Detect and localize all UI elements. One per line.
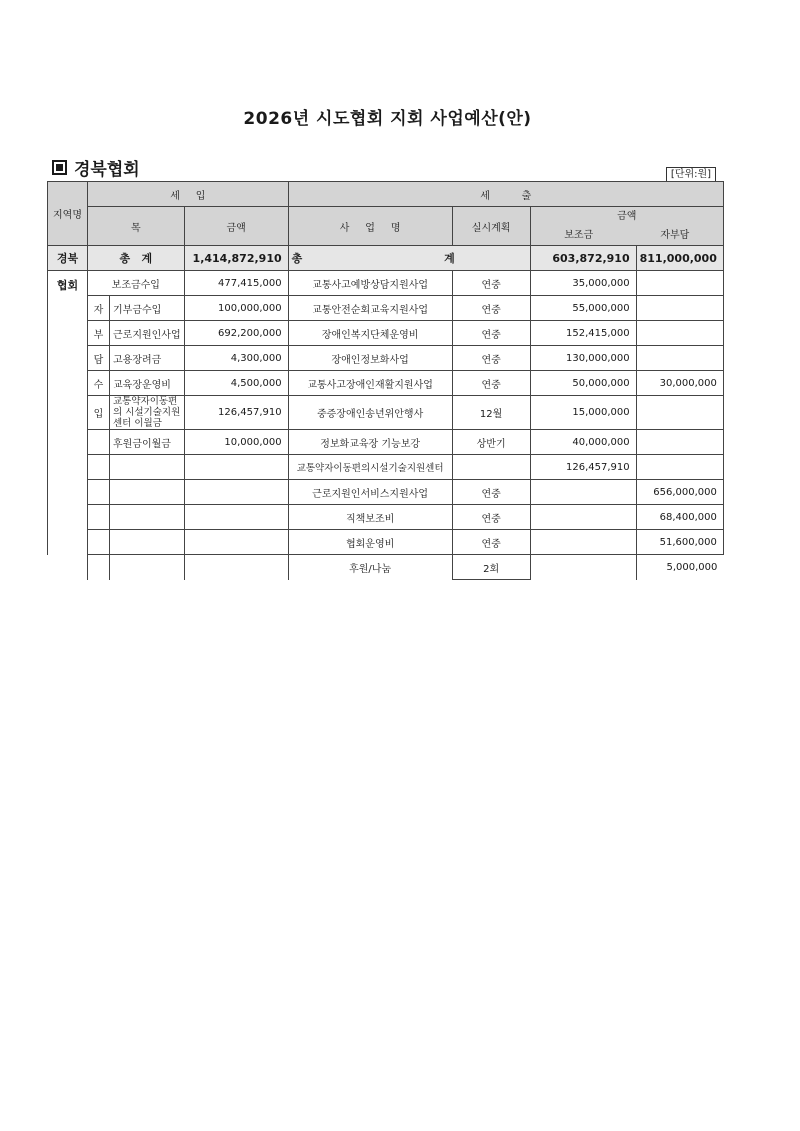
project-name: 교통사고예방상담지원사업 <box>288 271 452 296</box>
income-amount: 4,300,000 <box>184 346 288 371</box>
self-pay: 30,000,000 <box>636 371 723 396</box>
subsidy: 55,000,000 <box>530 296 636 321</box>
self-income-spacer <box>88 505 110 530</box>
project-name: 장애인정보화사업 <box>288 346 452 371</box>
project-name: 직책보조비 <box>288 505 452 530</box>
income-amount <box>184 505 288 530</box>
income-amount: 10,000,000 <box>184 430 288 455</box>
project-name: 교통안전순회교육지원사업 <box>288 296 452 321</box>
income-item <box>110 480 185 505</box>
subsidy <box>530 530 636 555</box>
self-income-char: 자 <box>88 296 110 321</box>
subsidy <box>530 480 636 505</box>
total-expense-label-left: 총 <box>291 252 303 265</box>
header-self-pay: 자부담 <box>660 230 690 241</box>
subsidy: 130,000,000 <box>530 346 636 371</box>
self-pay <box>636 455 723 480</box>
self-pay <box>636 396 723 430</box>
total-self-pay: 811,000,000 <box>636 246 723 271</box>
header-expense: 세 출 <box>288 182 723 207</box>
header-item: 목 <box>88 207 185 246</box>
table-row <box>48 296 724 321</box>
self-pay <box>636 271 723 296</box>
income-amount: 477,415,000 <box>184 271 288 296</box>
table-row <box>48 555 724 580</box>
income-amount: 100,000,000 <box>184 296 288 321</box>
subsidy: 15,000,000 <box>530 396 636 430</box>
document-title: 2026년 시도협회 지회 사업예산(안) <box>243 109 532 129</box>
region-line2: 협회 <box>56 279 79 292</box>
self-pay: 656,000,000 <box>636 480 723 505</box>
project-name: 협회운영비 <box>288 530 452 555</box>
header-row-1 <box>48 182 724 207</box>
org-heading <box>52 155 140 180</box>
square-bullet-icon <box>52 160 67 175</box>
header-amount: 금액 <box>184 207 288 246</box>
self-pay <box>636 296 723 321</box>
self-income-spacer <box>88 555 110 580</box>
income-item <box>110 530 185 555</box>
income-amount <box>184 555 288 580</box>
region-line2-cell <box>48 271 88 555</box>
self-income-spacer <box>88 480 110 505</box>
self-pay: 5,000,000 <box>636 555 723 580</box>
project-name: 정보화교육장 기능보강 <box>288 430 452 455</box>
self-pay <box>636 321 723 346</box>
header-region: 지역명 <box>48 182 88 246</box>
subsidy: 40,000,000 <box>530 430 636 455</box>
schedule <box>452 455 530 480</box>
income-item: 보조금수입 <box>88 271 185 296</box>
income-item <box>110 505 185 530</box>
table-row <box>48 321 724 346</box>
subsidy: 50,000,000 <box>530 371 636 396</box>
total-row <box>48 246 724 271</box>
header-schedule: 실시계획 <box>452 207 530 246</box>
income-amount: 692,200,000 <box>184 321 288 346</box>
project-name: 후원/나눔 <box>288 555 452 580</box>
header-project-name: 사 업 명 <box>288 207 452 246</box>
self-income-spacer <box>88 430 110 455</box>
income-item: 교통약자이동편의 시설기술지원 센터 이월금 <box>110 396 185 430</box>
header-expense-amount-label: 금액 <box>617 211 637 222</box>
self-income-spacer <box>88 530 110 555</box>
region-spacer <box>48 555 88 580</box>
income-amount <box>184 530 288 555</box>
self-pay <box>636 346 723 371</box>
income-item: 후원금이월금 <box>110 430 185 455</box>
table-row <box>48 346 724 371</box>
region-line1: 경북 <box>48 246 88 271</box>
income-amount <box>184 480 288 505</box>
unit-label: [단위:원] <box>666 167 716 181</box>
project-name: 장애인복지단체운영비 <box>288 321 452 346</box>
table-row <box>48 480 724 505</box>
self-pay: 51,600,000 <box>636 530 723 555</box>
self-income-char: 입 <box>88 396 110 430</box>
table-row <box>48 271 724 296</box>
income-item: 근로지원인사업 <box>110 321 185 346</box>
self-income-char: 담 <box>88 346 110 371</box>
schedule: 연중 <box>452 346 530 371</box>
self-pay <box>636 430 723 455</box>
project-name: 교통사고장애인재활지원사업 <box>288 371 452 396</box>
total-income-label: 총 계 <box>88 246 185 271</box>
schedule: 연중 <box>452 271 530 296</box>
income-item <box>110 555 185 580</box>
schedule: 연중 <box>452 321 530 346</box>
header-subsidy: 보조금 <box>564 230 594 241</box>
subsidy <box>530 555 636 580</box>
schedule: 연중 <box>452 296 530 321</box>
income-amount: 4,500,000 <box>184 371 288 396</box>
project-name: 교통약자이동편의시설기술지원센터 <box>288 455 452 480</box>
org-name: 경북협회 <box>74 160 140 180</box>
subsidy: 126,457,910 <box>530 455 636 480</box>
table-row <box>48 455 724 480</box>
total-subsidy: 603,872,910 <box>530 246 636 271</box>
self-pay: 68,400,000 <box>636 505 723 530</box>
table-row <box>48 530 724 555</box>
budget-table <box>47 181 724 580</box>
table-row <box>48 371 724 396</box>
schedule: 연중 <box>452 371 530 396</box>
table-row <box>48 430 724 455</box>
subsidy: 152,415,000 <box>530 321 636 346</box>
income-amount: 126,457,910 <box>184 396 288 430</box>
total-expense-label <box>288 246 530 271</box>
self-income-char: 부 <box>88 321 110 346</box>
project-name: 중증장애인송년위안행사 <box>288 396 452 430</box>
income-item: 기부금수입 <box>110 296 185 321</box>
header-income: 세 입 <box>88 182 289 207</box>
project-name: 근로지원인서비스지원사업 <box>288 480 452 505</box>
subsidy <box>530 505 636 530</box>
schedule: 연중 <box>452 480 530 505</box>
self-income-spacer <box>88 455 110 480</box>
self-income-char: 수 <box>88 371 110 396</box>
income-amount <box>184 455 288 480</box>
income-item: 교육장운영비 <box>110 371 185 396</box>
header-expense-amount <box>530 207 723 246</box>
header-row-2 <box>48 207 724 246</box>
income-item: 고용장려금 <box>110 346 185 371</box>
income-item <box>110 455 185 480</box>
schedule: 연중 <box>452 530 530 555</box>
table-row <box>48 505 724 530</box>
schedule: 상반기 <box>452 430 530 455</box>
schedule: 2회 <box>452 555 530 580</box>
total-income-amount: 1,414,872,910 <box>184 246 288 271</box>
schedule: 연중 <box>452 505 530 530</box>
table-row <box>48 396 724 430</box>
total-expense-label-right: 계 <box>444 252 455 265</box>
subsidy: 35,000,000 <box>530 271 636 296</box>
schedule: 12월 <box>452 396 530 430</box>
